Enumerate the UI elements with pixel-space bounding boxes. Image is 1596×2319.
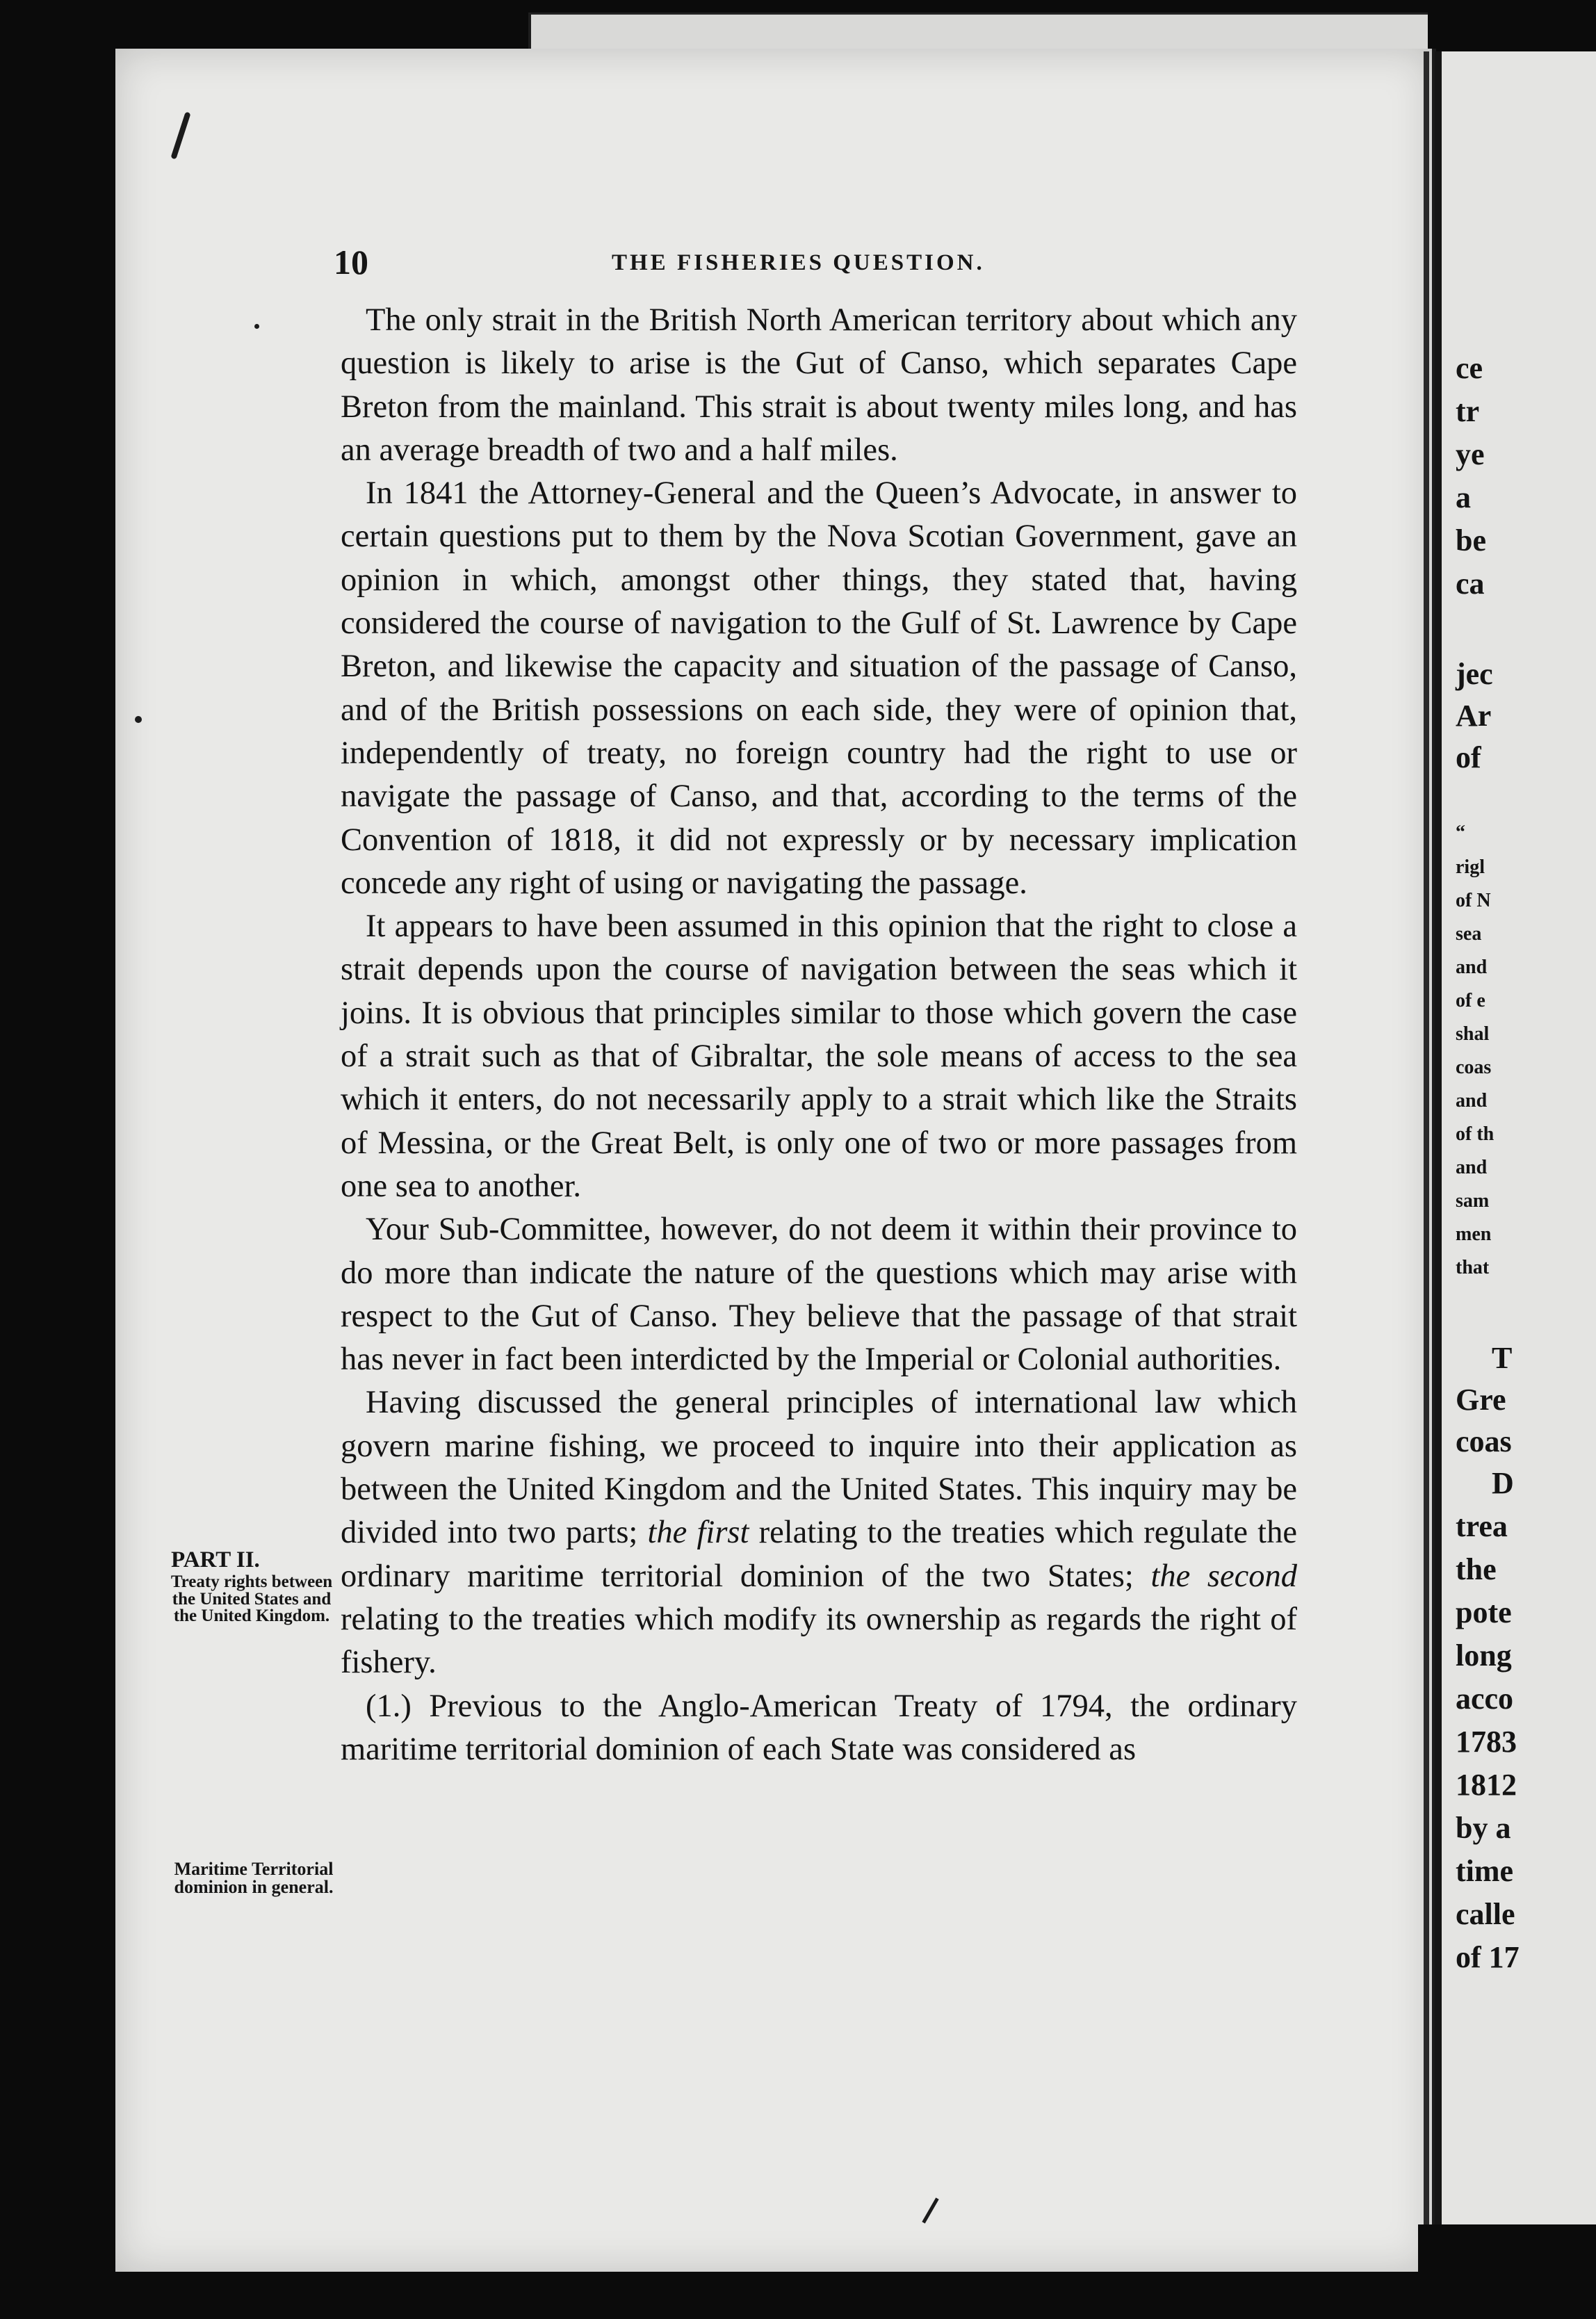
right-fragment: and [1456,1157,1488,1178]
right-fragment: of 17 [1456,1940,1520,1974]
right-fragment: be [1456,523,1486,558]
right-fragment: and [1456,1090,1488,1112]
right-fragment: calle [1456,1897,1515,1931]
right-fragment: long [1456,1638,1512,1673]
right-fragment: D [1492,1466,1514,1500]
right-fragment: sam [1456,1190,1490,1212]
right-fragment: and [1456,957,1488,978]
right-fragment: Ar [1456,699,1492,733]
right-fragment: of N [1456,890,1491,911]
ink-dot [254,324,259,329]
marginal-note-maritime: Maritime Territorial dominion in general. [174,1859,334,1897]
right-fragment: 1812 [1456,1768,1517,1802]
right-fragment: of e [1456,990,1485,1011]
right-fragment: sea [1456,923,1482,945]
right-fragment: ce [1456,351,1483,385]
marginal-note-treaty-rights: Treaty rights between the United States and the United Kingdom. [170,1572,333,1625]
marginal-note-part: PART II. [171,1547,260,1572]
paragraph: Your Sub-Committee, however, do not deem it within their province to do more than indicate the nature of the questions which may arise with respect to the Gut of Canso. They believe that the passage of that strait has never in fact been interdicted by the Imperial or Colonial authorities. [341,1212,1297,1378]
right-fragment: that [1456,1257,1490,1278]
right-fragment: by a [1456,1811,1511,1845]
right-fragment: jec [1456,657,1493,691]
paragraph-text: Having discussed the general principles of international law which govern marine fishing, we proceed to inquire into their application as between the United Kingdom and the United States. This inquiry may be divided into two parts; [341,1385,1297,1551]
right-fragment: pote [1456,1595,1512,1629]
emphasis: the first [647,1515,749,1551]
paragraph-part-two [341,1381,1297,1684]
right-fragment: 1783 [1456,1725,1517,1759]
paragraph-text: relating to the treaties which regulate the ordinary maritime territorial dominion of the two States; [341,1515,1297,1594]
right-fragment: Gre [1456,1383,1506,1417]
right-fragment: a [1456,480,1471,514]
right-fragment: T [1492,1341,1513,1375]
paragraph: In 1841 the Attorney-General and the Queen’s Advocate, in answer to certain questions put to them by the Nova Scotian Government, gave an opinion in which, amongst other things, they stated that, having considered the course of navigation to the Gulf of St. Lawrence by Cape Breton, and likewise the capacity and situation of the passage of Canso, and of the British possessions on each side, they were of opinion that, independently of treaty, no foreign country had the right to use or navigate the passage of Canso, and that, according to the terms of the Convention of 1818, it did not expressly or by necessary implication concede any right of using or navigating the passage. [341,475,1297,901]
paragraph-text: relating to the treaties which modify its ownership as regards the right of fishery. [341,1601,1297,1681]
right-page [1435,51,1596,2268]
right-fragment: time [1456,1854,1514,1888]
right-fragment: ye [1456,437,1485,471]
body-text [341,299,1297,1771]
right-fragment: ca [1456,567,1485,601]
right-fragment: men [1456,1223,1492,1245]
right-fragment: rigl [1456,856,1485,878]
page-header [334,242,1272,284]
dark-corner [1418,2224,1596,2319]
paragraph: It appears to have been assumed in this opinion that the right to close a strait depends upon the course of navigation between the seas which it joins. It is obvious that principles similar to those which govern the case of a strait such as that of Gibraltar, the sole means of access to the sea which it enters, do not necessarily apply to a strait which like the Straits of Messina, or the Great Belt, is only one of two or more passages from one sea to another. [341,909,1297,1204]
right-fragment: tr [1456,394,1480,428]
right-fragment: trea [1456,1509,1508,1543]
right-fragment: of [1456,740,1481,774]
emphasis: the second [1150,1558,1298,1594]
right-fragment: acco [1456,1682,1514,1716]
ink-dot [135,716,142,723]
right-fragment: coas [1456,1424,1512,1458]
running-title: THE FISHERIES QUESTION. [612,250,985,275]
right-fragment: coas [1456,1057,1492,1078]
right-fragment: shal [1456,1023,1490,1045]
paragraph-maritime: (1.) Previous to the Anglo-American Treaty of 1794, the ordinary maritime territorial dominion of each State was considered as [341,1688,1297,1767]
paragraph: The only strait in the British North American territory about which any question is likely to arise is the Gut of Canso, which separates Cape Breton from the mainland. This strait is about twenty miles long, and has an average breadth of two and a half miles. [341,302,1297,468]
right-fragment: “ [1456,822,1465,843]
page-gutter [1424,51,1429,2262]
right-fragment: the [1456,1552,1497,1586]
right-fragment: of th [1456,1123,1495,1145]
page-number: 10 [334,243,368,282]
